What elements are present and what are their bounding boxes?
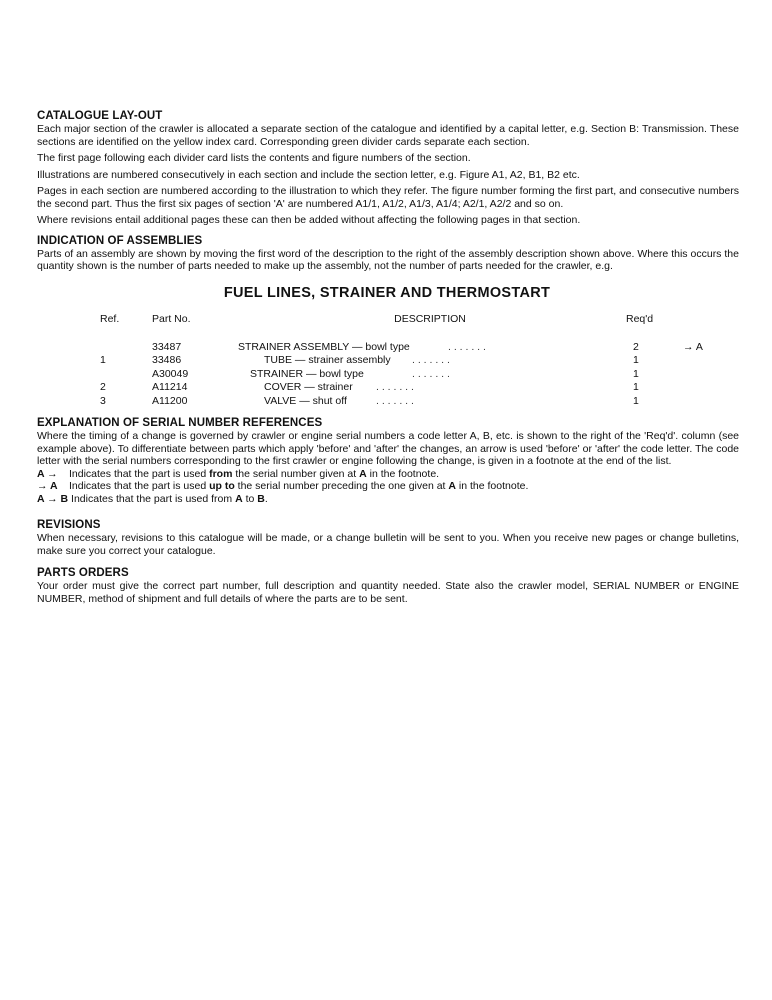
leader-dots: . . . . . . . xyxy=(376,381,414,393)
row-part-no: 33487 xyxy=(152,340,182,353)
table-row xyxy=(100,381,723,395)
legend-symbol: A → B xyxy=(37,492,69,505)
catalogue-paragraph: Illustrations are numbered consecutively in each section and include the section letter, e.g. Figure A1, A2, B1, B2 etc. xyxy=(37,168,580,181)
section-serial-number-references xyxy=(37,417,739,505)
row-part-no: A30049 xyxy=(152,367,189,380)
row-description xyxy=(234,354,626,368)
catalogue-paragraph: The first page following each divider card lists the contents and figure numbers of the section. xyxy=(37,152,471,164)
serial-paragraph: Where the timing of a change is governed by crawler or engine serial numbers a code letter A, B, etc. is shown to the right of the 'Req'd'. column (see example above). To differentiate between parts which apply 'before' and 'after' the changes, an arrow is used 'before' or 'after' the code letter. The code letter with the serial numbers corresponding to the first crawler or engine following the change, is given in a footnote at the end of the list. xyxy=(37,430,739,467)
row-description-text: VALVE — shut off xyxy=(264,395,351,407)
row-quantity: 1 xyxy=(633,394,639,407)
row-quantity: 1 xyxy=(633,367,639,380)
row-code xyxy=(683,395,723,409)
catalogue-paragraph: Where revisions entail additional pages these can then be added without affecting the following pages in that section. xyxy=(37,214,581,226)
row-description xyxy=(234,341,626,355)
leader-dots: . . . . . . . xyxy=(412,367,450,380)
row-description-text: TUBE — strainer assembly xyxy=(264,354,395,366)
assemblies-heading: INDICATION OF ASSEMBLIES xyxy=(37,234,203,247)
row-part-no: A11200 xyxy=(152,394,188,407)
description-header: DESCRIPTION xyxy=(394,312,466,325)
catalogue-layout-heading: CATALOGUE LAY-OUT xyxy=(37,110,163,122)
ref-header: Ref. xyxy=(100,312,120,325)
row-quantity: 1 xyxy=(633,354,639,366)
row-description xyxy=(234,395,626,409)
row-description-text: STRAINER ASSEMBLY — bowl type xyxy=(238,341,414,353)
table-header-row xyxy=(100,313,723,328)
table-row xyxy=(100,354,723,368)
example-parts-table xyxy=(100,313,723,409)
row-description-text: COVER — strainer xyxy=(264,381,357,393)
serial-heading: EXPLANATION OF SERIAL NUMBER REFERENCES xyxy=(37,417,323,429)
table-row xyxy=(100,341,723,355)
part-no-header: Part No. xyxy=(152,312,191,325)
parts-orders-heading: PARTS ORDERS xyxy=(37,567,129,579)
row-code xyxy=(683,368,723,382)
table-row xyxy=(100,395,723,409)
row-ref: 3 xyxy=(100,394,106,407)
row-code xyxy=(683,354,723,368)
legend-item: A → B Indicates that the part is used from A to B. xyxy=(37,492,268,505)
section-revisions xyxy=(37,519,739,557)
revisions-heading: REVISIONS xyxy=(37,519,101,531)
row-description xyxy=(234,381,626,395)
catalogue-page xyxy=(37,110,739,613)
leader-dots: . . . . . . . xyxy=(448,340,486,353)
row-part-no: 33486 xyxy=(152,354,182,366)
row-code xyxy=(683,381,723,395)
catalogue-paragraph: Each major section of the crawler is allocated a separate section of the catalogue and identified by a capital letter, e.g. Section B: Transmission. These sections are identified on the yellow index card. Corresponding green divider cards separate each section. xyxy=(37,123,739,148)
legend-item: → A Indicates that the part is used up to the serial number preceding the one given at A in the footnote. xyxy=(37,480,529,492)
row-ref xyxy=(100,368,152,382)
row-quantity: 2 xyxy=(633,340,639,353)
arrow-legend xyxy=(37,468,739,506)
row-quantity: 1 xyxy=(633,381,639,393)
catalogue-paragraph: Pages in each section are numbered according to the illustration to which they refer. The figure number forming the first part, and consecutive numbers the second part. Thus the first six pages of section 'A' are numbered A1/1, A1/2, A1/3, A1/4; A2/1, A2/2 and so on. xyxy=(37,185,739,210)
row-ref xyxy=(100,341,152,355)
row-part-no: A11214 xyxy=(152,381,188,393)
row-description xyxy=(234,368,626,382)
example-title: FUEL LINES, STRAINER AND THERMOSTART xyxy=(223,284,551,301)
row-ref: 2 xyxy=(100,381,106,393)
row-code: → A xyxy=(683,340,703,353)
section-parts-orders xyxy=(37,567,739,605)
row-ref: 1 xyxy=(100,354,106,366)
legend-symbol: A → xyxy=(37,467,58,480)
leader-dots: . . . . . . . xyxy=(412,354,450,366)
reqd-header: Req'd xyxy=(626,312,654,325)
assemblies-paragraph: Parts of an assembly are shown by moving the first word of the description to the right of the assembly description shown above. Where this occurs the quantity shown is the number of parts needed to make up the assembly, not the number of parts needed for the crawler, e.g. xyxy=(37,247,739,272)
legend-item: A → Indicates that the part is used from the serial number given at A in the footnote. xyxy=(37,467,440,480)
row-description-text: STRAINER — bowl type xyxy=(250,368,368,380)
section-indication-of-assemblies xyxy=(37,235,739,273)
revisions-paragraph: When necessary, revisions to this catalogue will be made, or a change bulletin will be sent to you. When you receive new pages or change bulletins, make sure you correct your catalogue. xyxy=(37,532,739,557)
leader-dots: . . . . . . . xyxy=(376,394,414,407)
table-row xyxy=(100,368,723,382)
legend-symbol: → A xyxy=(37,480,58,492)
section-catalogue-layout xyxy=(37,110,739,227)
parts-orders-paragraph: Your order must give the correct part number, full description and quantity needed. State also the crawler model, SERIAL NUMBER or ENGINE NUMBER, method of shipment and full details of where the parts are to be sent. xyxy=(37,580,739,605)
